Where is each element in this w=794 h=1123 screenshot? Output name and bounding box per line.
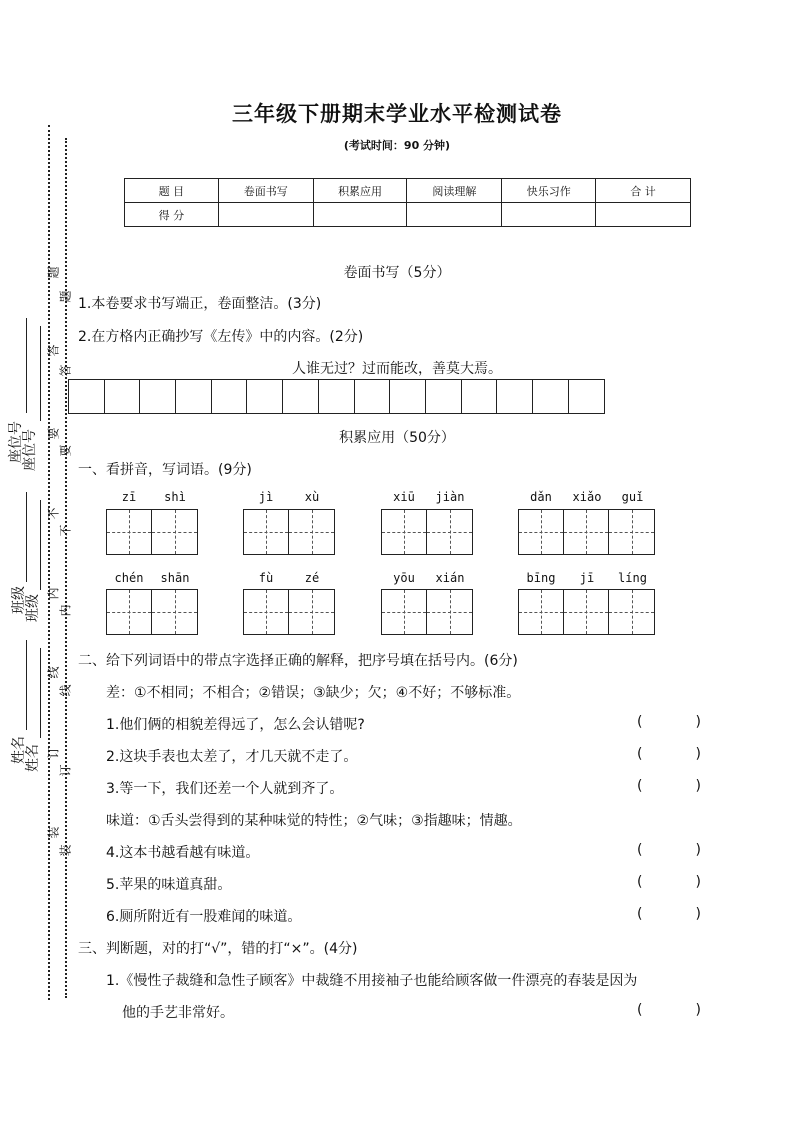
binding-char-shadow: 内 [58, 604, 73, 617]
binding-char-shadow: 不 [58, 524, 73, 537]
pinyin-group [106, 571, 198, 585]
seat-number-label: 座位号 [8, 421, 24, 463]
score-header-cell: 积累应用 [313, 179, 407, 203]
question-2-item: 1.他们俩的相貌差得远了，怎么会认错呢? [106, 717, 365, 733]
paren-open: ( [637, 1002, 643, 1018]
tianzi-box[interactable] [244, 510, 289, 554]
pinyin-syllable: xián [435, 571, 465, 585]
tianzi-grid [243, 509, 335, 555]
tianzi-box[interactable] [564, 510, 609, 554]
copy-grid-cell[interactable] [355, 380, 391, 413]
answer-parentheses[interactable] [637, 746, 701, 762]
binding-char-shadow: 答 [58, 364, 73, 377]
pinyin-syllable: chén [114, 571, 144, 585]
tianzi-grid [381, 589, 473, 635]
paren-close: ) [695, 714, 701, 730]
copy-grid-cell[interactable] [319, 380, 355, 413]
score-table [124, 178, 691, 227]
pinyin-syllable: zī [121, 490, 137, 504]
paren-open: ( [637, 746, 643, 762]
score-header-cell: 快乐习作 [502, 179, 596, 203]
paren-close: ) [695, 1002, 701, 1018]
pinyin-group [243, 490, 335, 504]
question-3-item-line1: 1.《慢性子裁缝和急性子顾客》中裁缝不用接袖子也能给顾客做一件漂亮的春装是因为 [106, 973, 638, 989]
tianzi-box[interactable] [244, 590, 289, 634]
tianzi-box[interactable] [519, 510, 564, 554]
tianzi-box[interactable] [609, 590, 654, 634]
pinyin-group [381, 571, 473, 585]
copy-grid-cell[interactable] [140, 380, 176, 413]
question-2-item: 5.苹果的味道真甜。 [106, 877, 232, 893]
binding-char: 要 [46, 427, 61, 440]
question-2-item: 3.等一下，我们还差一个人就到齐了。 [106, 781, 344, 797]
binding-char-shadow: 装 [58, 844, 73, 857]
copy-grid-cell[interactable] [497, 380, 533, 413]
binding-char: 内 [46, 587, 61, 600]
pinyin-syllable: zé [304, 571, 320, 585]
score-header-cell: 合 计 [596, 179, 691, 203]
pinyin-group [518, 571, 655, 585]
binding-char: 答 [46, 344, 61, 357]
pinyin-syllable: jiàn [435, 490, 465, 504]
pinyin-syllable: líng [618, 571, 647, 585]
binding-char: 订 [46, 746, 61, 759]
binding-line-outer [48, 125, 50, 1000]
paren-close: ) [695, 842, 701, 858]
score-header-cell: 阅读理解 [407, 179, 502, 203]
score-table-header-row [125, 179, 691, 203]
pinyin-group [243, 571, 335, 585]
score-input-cell[interactable] [502, 203, 596, 227]
pinyin-syllable: bīng [526, 571, 556, 585]
question-3-item-line2: 他的手艺非常好。 [122, 1005, 234, 1021]
paren-close: ) [695, 778, 701, 794]
pinyin-group [518, 490, 655, 504]
tianzi-box[interactable] [152, 510, 197, 554]
tianzi-box[interactable] [382, 510, 427, 554]
tianzi-grid [381, 509, 473, 555]
tianzi-box[interactable] [382, 590, 427, 634]
copy-grid-cell[interactable] [176, 380, 212, 413]
copy-grid-cell[interactable] [533, 380, 569, 413]
copy-grid-cell[interactable] [247, 380, 283, 413]
tianzi-box[interactable] [564, 590, 609, 634]
score-table-score-row [125, 203, 691, 227]
tianzi-box[interactable] [289, 510, 334, 554]
answer-parentheses[interactable] [637, 1002, 701, 1018]
question-2-item: 4.这本书越看越有味道。 [106, 845, 260, 861]
pinyin-syllable: fù [258, 571, 274, 585]
pinyin-syllable: yōu [393, 571, 415, 585]
pinyin-group [381, 490, 473, 504]
answer-parentheses[interactable] [637, 842, 701, 858]
exam-duration: (考试时间：90 分钟) [343, 139, 451, 152]
score-input-cell[interactable] [313, 203, 407, 227]
paren-open: ( [637, 874, 643, 890]
definition-weidao: 味道：①舌头尝得到的某种味觉的特性；②气味；③指趣味；情趣。 [106, 813, 522, 829]
exam-title: 三年级下册期末学业水平检测试卷 [232, 101, 562, 126]
binding-char: 装 [46, 826, 61, 839]
tianzi-box[interactable] [107, 510, 152, 554]
question-2-title: 二、给下列词语中的带点字选择正确的解释，把序号填在括号内。(6分) [78, 653, 518, 669]
binding-char: 线 [46, 666, 61, 679]
binding-char-shadow: 订 [58, 764, 73, 777]
pinyin-syllable: shì [164, 490, 186, 504]
tianzi-grid [518, 509, 655, 555]
answer-parentheses[interactable] [637, 906, 701, 922]
tianzi-box[interactable] [609, 510, 654, 554]
paren-open: ( [637, 906, 643, 922]
answer-parentheses[interactable] [637, 714, 701, 730]
tianzi-box[interactable] [289, 590, 334, 634]
score-input-cell[interactable] [218, 203, 313, 227]
writing-item-2: 2.在方格内正确抄写《左传》中的内容。(2分) [78, 329, 364, 345]
binding-char-shadow: 线 [58, 684, 73, 697]
question-3-title: 三、判断题，对的打“√”，错的打“×”。(4分) [78, 941, 358, 957]
class-label-shadow: 班级 [25, 594, 41, 622]
binding-char-shadow: 要 [58, 444, 73, 457]
copy-grid-cell[interactable] [212, 380, 248, 413]
binding-char: 不 [46, 507, 61, 520]
paren-open: ( [637, 778, 643, 794]
question-1-title: 一、看拼音，写词语。(9分) [78, 462, 252, 478]
paren-close: ) [695, 906, 701, 922]
copy-grid-cell[interactable] [426, 380, 462, 413]
copy-grid-cell[interactable] [283, 380, 319, 413]
copy-grid [68, 379, 605, 414]
pinyin-syllable: xiǎo [572, 490, 602, 504]
copy-grid-cell[interactable] [69, 380, 105, 413]
pinyin-syllable: guǐ [621, 490, 644, 504]
name-fill-line[interactable] [26, 640, 27, 730]
writing-item-1: 1.本卷要求书写端正，卷面整洁。(3分) [78, 296, 322, 312]
tianzi-grid [106, 589, 198, 635]
score-header-cell: 卷面书写 [218, 179, 313, 203]
class-label: 班级 [11, 586, 27, 614]
score-input-cell[interactable] [407, 203, 502, 227]
copy-grid-cell[interactable] [390, 380, 426, 413]
question-2-item: 6.厕所附近有一股难闻的味道。 [106, 909, 302, 925]
name-label-shadow: 姓名 [25, 744, 41, 772]
class-fill-line[interactable] [26, 492, 27, 582]
tianzi-box[interactable] [427, 590, 472, 634]
copy-grid-cell[interactable] [462, 380, 498, 413]
score-header-cell: 题 目 [125, 179, 219, 203]
pinyin-syllable: xiū [393, 490, 415, 504]
section-heading-writing: 卷面书写（5分） [343, 265, 451, 281]
tianzi-box[interactable] [107, 590, 152, 634]
answer-parentheses[interactable] [637, 778, 701, 794]
class-fill-line-shadow [40, 500, 41, 590]
paren-close: ) [695, 746, 701, 762]
score-row-label: 得 分 [125, 203, 219, 227]
pinyin-syllable: jì [258, 490, 274, 504]
copy-grid-cell[interactable] [105, 380, 141, 413]
definition-cha: 差：①不相同；不相合；②错误；③缺少；欠；④不好；不够标准。 [106, 685, 521, 701]
paren-open: ( [637, 842, 643, 858]
tianzi-box[interactable] [519, 590, 564, 634]
question-2-item: 2.这块手表也太差了，才几天就不走了。 [106, 749, 358, 765]
binding-char-shadow: 题 [58, 290, 73, 303]
copy-quote: 人谁无过？过而能改，善莫大焉。 [292, 361, 502, 377]
section-heading-accumulation: 积累应用（50分） [339, 430, 455, 446]
tianzi-box[interactable] [427, 510, 472, 554]
pinyin-syllable: xù [304, 490, 320, 504]
score-input-cell[interactable] [596, 203, 691, 227]
name-fill-line-shadow [40, 648, 41, 738]
tianzi-grid [106, 509, 198, 555]
pinyin-syllable: dǎn [530, 490, 552, 504]
name-label: 姓名 [11, 736, 27, 764]
copy-grid-cell[interactable] [569, 380, 605, 413]
paren-open: ( [637, 714, 643, 730]
tianzi-grid [243, 589, 335, 635]
answer-parentheses[interactable] [637, 874, 701, 890]
seat-number-label-shadow: 座位号 [22, 429, 38, 471]
binding-char: 题 [46, 266, 61, 279]
tianzi-box[interactable] [152, 590, 197, 634]
pinyin-group [106, 490, 198, 504]
paren-close: ) [695, 874, 701, 890]
pinyin-syllable: jī [579, 571, 595, 585]
tianzi-grid [518, 589, 655, 635]
pinyin-syllable: shān [160, 571, 190, 585]
